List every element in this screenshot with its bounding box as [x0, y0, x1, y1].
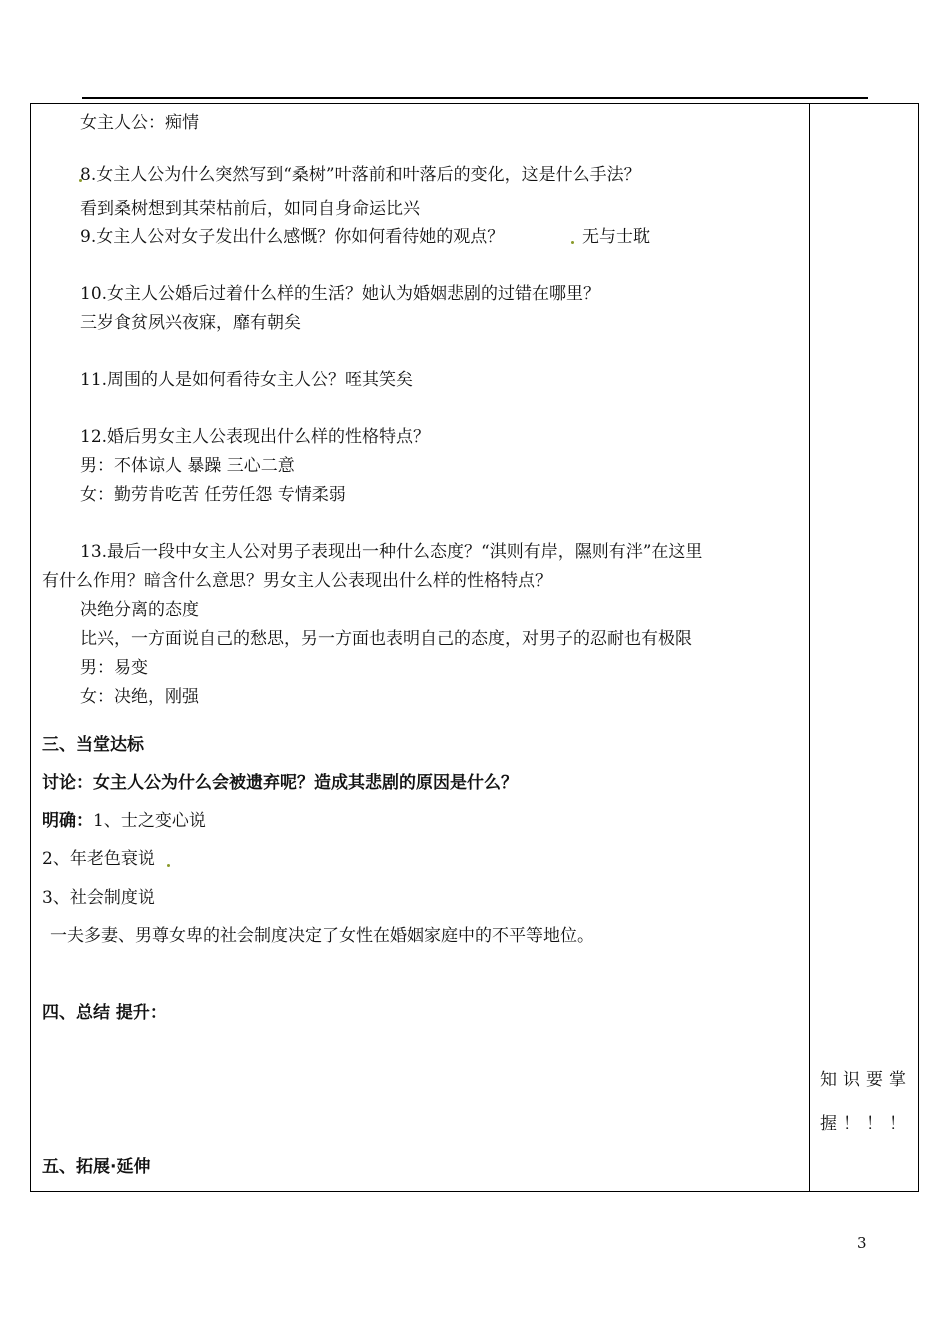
- answer-item-2: 2、年老色衰说: [42, 849, 155, 869]
- text-line: 女主人公：痴情: [80, 113, 199, 133]
- question-13-line1: 13.最后一段中女主人公对男子表现出一种什么态度？“淇则有岸，隰则有泮”在这里: [80, 542, 703, 562]
- answer-10: 三岁食贫夙兴夜寐，靡有朝矣: [80, 313, 301, 333]
- answer-8: 看到桑树想到其荣枯前后，如同自身命运比兴: [80, 199, 420, 219]
- page-number: 3: [857, 1234, 867, 1252]
- answer-12-female: 女：勤劳肯吃苦 任劳任怨 专情柔弱: [80, 485, 346, 505]
- answer-13-male: 男：易变: [80, 658, 148, 678]
- answer-item-1: 1、士之变心说: [93, 811, 206, 831]
- section-4-title: 四、总结 提升：: [42, 1003, 167, 1023]
- question-12: 12.婚后男女主人公表现出什么样的性格特点？: [80, 427, 431, 447]
- answer-13-female: 女：决绝，刚强: [80, 687, 199, 707]
- answer-12-male: 男：不体谅人 暴躁 三心二意: [80, 456, 295, 476]
- answer-detail: 一夫多妻、男尊女卑的社会制度决定了女性在婚姻家庭中的不平等地位。: [50, 926, 594, 946]
- question-10: 10.女主人公婚后过着什么样的生活？她认为婚姻悲剧的过错在哪里？: [80, 284, 601, 304]
- question-13-line2: 有什么作用？暗含什么意思？男女主人公表现出什么样的性格特点？: [42, 571, 552, 591]
- question-8: 8.女主人公为什么突然写到“桑树”叶落前和叶落后的变化，这是什么手法？: [80, 165, 641, 185]
- section-3-title: 三、当堂达标: [42, 735, 144, 755]
- side-note-line1: 知识要掌: [820, 1070, 912, 1090]
- question-9: 9.女主人公对女子发出什么感慨？你如何看待她的观点？: [80, 227, 505, 247]
- answer-label: 明确：: [42, 811, 93, 831]
- lesson-table: [30, 103, 919, 1192]
- column-divider: [809, 104, 810, 1191]
- mark-dot: [167, 864, 170, 867]
- mark-dot: [571, 241, 574, 244]
- answer-9: 无与士耽: [582, 227, 650, 247]
- side-note-line2: 握！！！: [820, 1114, 912, 1134]
- answer-13-device: 比兴，一方面说自己的愁思，另一方面也表明自己的态度，对男子的忍耐也有极限: [80, 629, 692, 649]
- section-5-title: 五、拓展·延伸: [42, 1157, 151, 1177]
- question-11: 11.周围的人是如何看待女主人公？咥其笑矣: [80, 370, 414, 390]
- header-rule: [82, 97, 868, 99]
- answer-13-attitude: 决绝分离的态度: [80, 600, 199, 620]
- discussion-question: 讨论：女主人公为什么会被遗弃呢？造成其悲剧的原因是什么？: [42, 773, 518, 793]
- answer-item-3: 3、社会制度说: [42, 888, 155, 908]
